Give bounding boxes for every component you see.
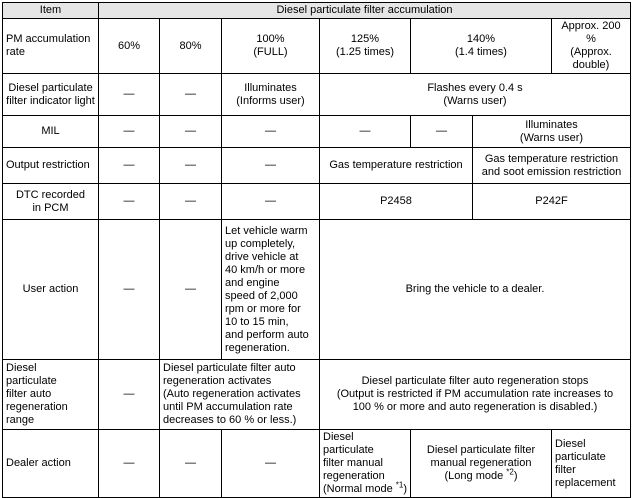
normal-mode-text: Diesel particulate filter manual regeneration (Normal mode — [323, 431, 393, 495]
dealer-replacement: Diesel particulate filter replacement — [552, 430, 631, 498]
long-mode-text: Diesel particulate filter manual regeneration (Long mode — [426, 444, 536, 482]
dash-cell: — — [222, 430, 320, 498]
normal-mode-close: ) — [403, 483, 407, 495]
dash-cell: — — [160, 184, 222, 220]
mil-illuminates: Illuminates (Warns user) — [473, 116, 631, 148]
dash-cell: — — [99, 184, 160, 220]
footnote-mark-2: *2 — [506, 467, 514, 477]
dash-cell: — — [99, 74, 160, 116]
auto-regen-row — [3, 360, 631, 430]
dash-cell: — — [411, 116, 473, 148]
dash-cell: — — [160, 430, 222, 498]
pm-rate-60: 60% — [99, 19, 160, 74]
auto-regen-label: Diesel particulate filter auto regeneration range — [3, 360, 99, 430]
user-action-dealer: Bring the vehicle to a dealer. — [320, 220, 631, 360]
dash-cell: — — [160, 220, 222, 360]
dash-cell: — — [320, 116, 411, 148]
long-mode-close: ) — [513, 470, 518, 482]
pm-rate-200: Approx. 200 % (Approx. double) — [552, 19, 631, 74]
dtc-row — [3, 184, 631, 220]
dash-cell: — — [99, 116, 160, 148]
output-label: Output restriction — [3, 148, 99, 184]
accumulation-header: Diesel particulate filter accumulation — [99, 3, 631, 19]
pm-rate-125: 125% (1.25 times) — [320, 19, 411, 74]
pm-rate-100: 100% (FULL) — [222, 19, 320, 74]
user-action-warmup: Let vehicle warm up completely, drive vehicle at 40 km/h or more and engine speed of 2,000 rpm or more for 10 to 15 min, and perform auto regeneration. — [222, 220, 320, 360]
dash-cell: — — [99, 220, 160, 360]
dash-cell: — — [222, 148, 320, 184]
dash-cell: — — [160, 116, 222, 148]
dash-cell: — — [160, 74, 222, 116]
dtc-code-p242f: P242F — [473, 184, 631, 220]
pm-rate-140: 140% (1.4 times) — [411, 19, 552, 74]
dealer-action-row — [3, 430, 631, 498]
pm-rate-label: PM accumulation rate — [3, 19, 99, 74]
dpf-accumulation-table — [2, 2, 631, 498]
dash-cell: — — [99, 360, 160, 430]
dash-cell: — — [99, 430, 160, 498]
dash-cell: — — [160, 148, 222, 184]
dash-cell: — — [99, 148, 160, 184]
output-row — [3, 148, 631, 184]
footnote-mark-1: *1 — [395, 480, 404, 490]
pm-rate-row — [3, 19, 631, 74]
output-gas-soot: Gas temperature restriction and soot emission restriction — [473, 148, 631, 184]
indicator-label: Diesel particulate filter indicator light — [3, 74, 99, 116]
mil-label: MIL — [3, 116, 99, 148]
pm-rate-80: 80% — [160, 19, 222, 74]
mil-row — [3, 116, 631, 148]
indicator-row — [3, 74, 631, 116]
auto-regen-activates: Diesel particulate filter auto regeneration activates (Auto regeneration activates until PM accumulation rate decreases to 60 % or less.) — [160, 360, 320, 430]
output-gas: Gas temperature restriction — [320, 148, 473, 184]
dealer-action-label: Dealer action — [3, 430, 99, 498]
dtc-label: DTC recorded in PCM — [3, 184, 99, 220]
dealer-manual-long — [411, 430, 552, 498]
indicator-illuminates: Illuminates (Informs user) — [222, 74, 320, 116]
user-action-row — [3, 220, 631, 360]
dash-cell: — — [222, 116, 320, 148]
header-row — [3, 3, 631, 19]
dash-cell: — — [222, 184, 320, 220]
user-action-label: User action — [3, 220, 99, 360]
dtc-code-p2458: P2458 — [320, 184, 473, 220]
dealer-manual-normal — [320, 430, 411, 498]
auto-regen-stops: Diesel particulate filter auto regeneration stops (Output is restricted if PM accumulation rate increases to 100 % or more and auto regeneration is disabled.) — [320, 360, 631, 430]
indicator-flashes: Flashes every 0.4 s (Warns user) — [320, 74, 631, 116]
item-header: Item — [3, 3, 99, 19]
